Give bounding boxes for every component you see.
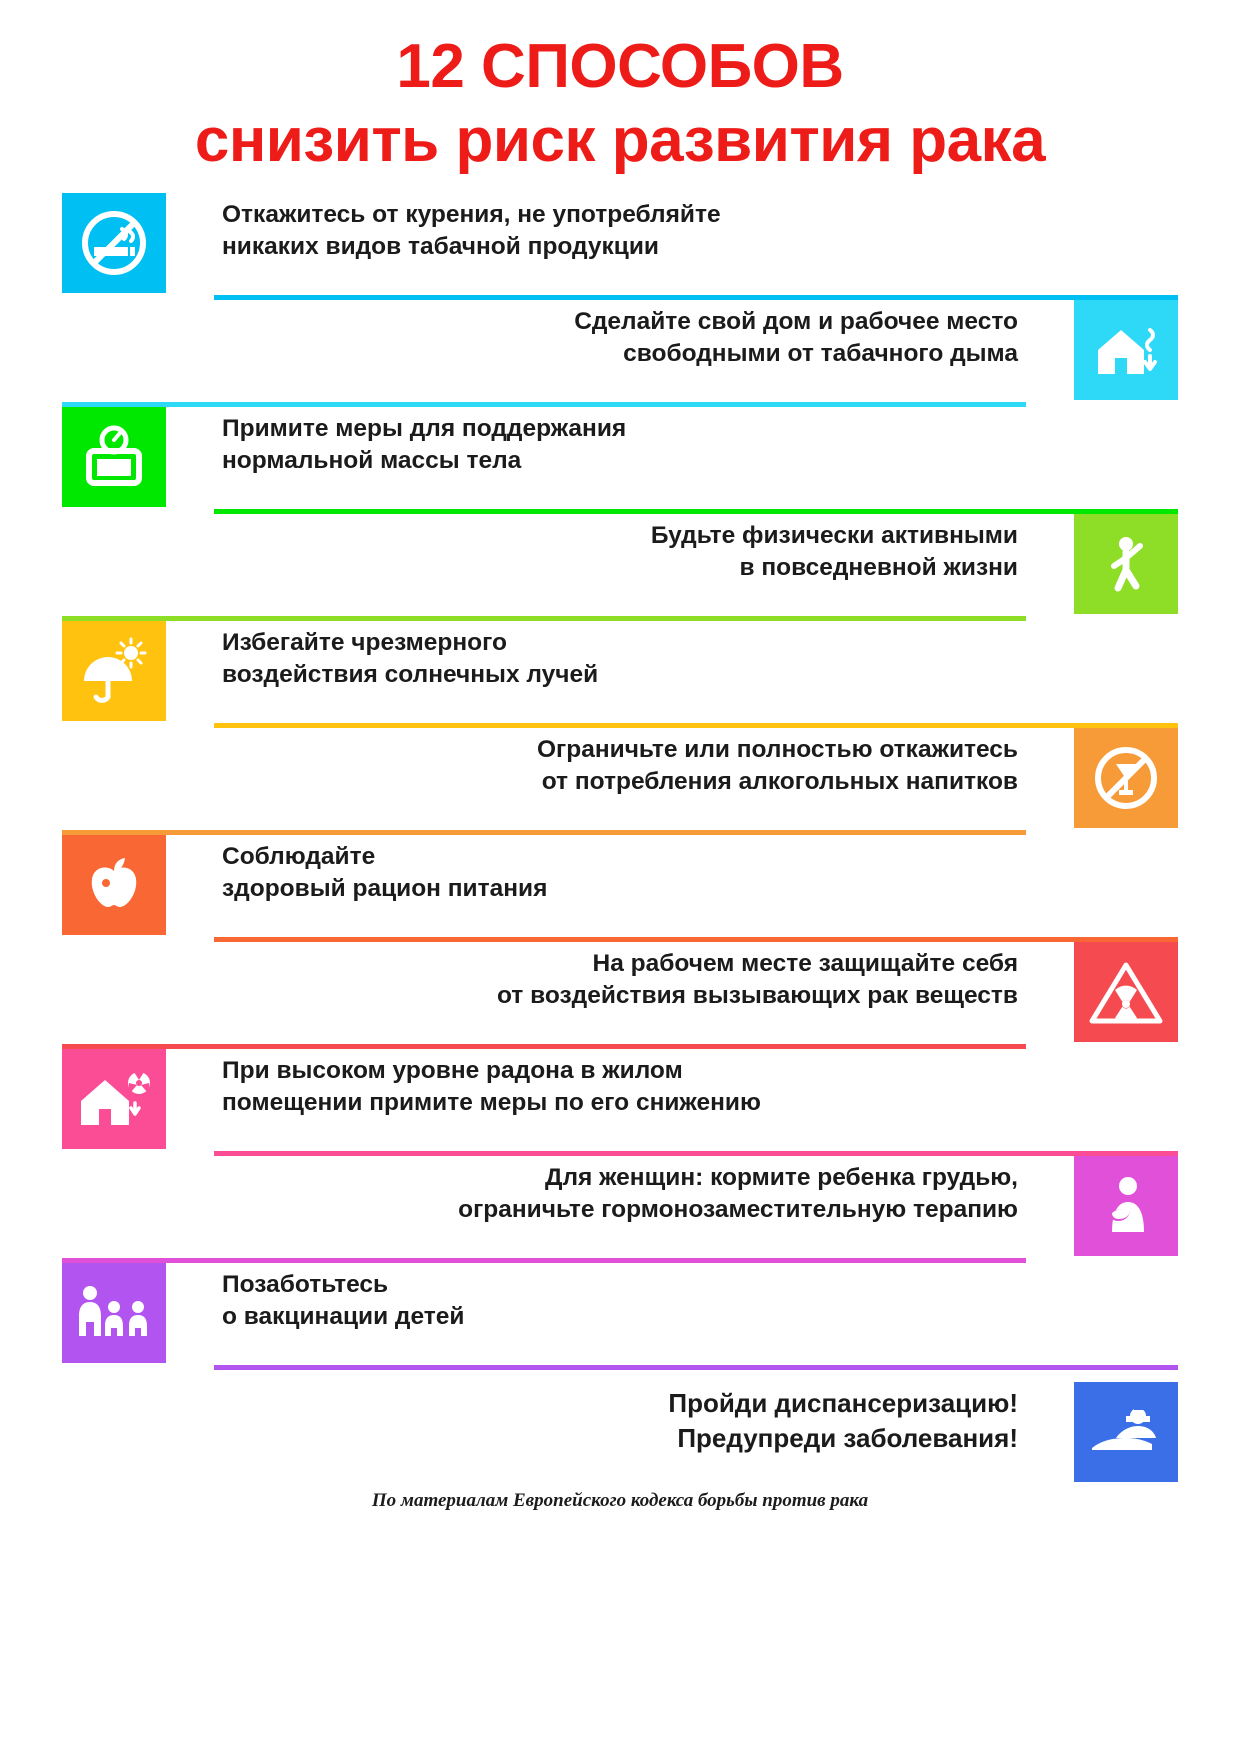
footer-callout [62,1376,1178,1486]
text-line-2: помещении примите меры по его снижению [222,1089,761,1117]
family-vaccination-icon [62,1263,166,1363]
text-line-1: Сделайте свой дом и рабочее место [574,308,1018,336]
title-line-1: 12 СПОСОБОВ [396,32,844,101]
text-line-1: На рабочем месте защищайте себя [592,950,1018,978]
list-item [62,514,1178,621]
text-line-2: от воздействия вызывающих рак веществ [496,982,1018,1010]
list-item [62,728,1178,835]
list-item-text [172,734,1018,799]
text-line-1: Избегайте чрезмерного [222,629,507,657]
source-note: По материалам Европейского кодекса борьбы против рака [371,1490,869,1512]
list-item-text [222,199,1068,264]
list-item [62,942,1178,1049]
sun-umbrella-icon [62,621,166,721]
physical-activity-icon [1074,514,1178,614]
list-item-text [222,413,1068,478]
text-line-2: в повседневной жизни [739,554,1018,582]
list-item [62,407,1178,514]
radiation-warning-icon [1074,942,1178,1042]
list-item [62,621,1178,728]
text-line-1: Соблюдайте [222,843,376,871]
footer-line-1: Пройди диспансеризацию! [668,1388,1018,1419]
weight-scale-icon [62,407,166,507]
list-item [62,193,1178,300]
no-smoking-icon [62,193,166,293]
text-line-2: свободными от табачного дыма [623,340,1018,368]
page-title [62,0,1178,175]
text-line-2: воздействия солнечных лучей [222,661,599,689]
list-item-text [172,948,1018,1013]
text-line-1: При высоком уровне радона в жилом [222,1057,683,1085]
medical-checkup-icon [1074,1382,1178,1482]
text-line-2: никаких видов табачной продукции [222,233,659,261]
title-line-2: снизить риск развития рака [194,105,1046,175]
radon-home-icon [62,1049,166,1149]
footer-text [172,1386,1018,1456]
list-item-text [222,1269,1068,1334]
footer-line-2: Предупреди заболевания! [677,1423,1018,1454]
list-item [62,1156,1178,1263]
no-alcohol-icon [1074,728,1178,828]
list-item-text [222,627,1068,692]
list-item-text [172,306,1018,371]
breastfeeding-icon [1074,1156,1178,1256]
text-line-1: Будьте физически активными [650,522,1018,550]
list-item [62,300,1178,407]
list-item-text [172,520,1018,585]
divider [214,1365,1178,1370]
text-line-1: Позаботьтесь [222,1271,389,1299]
list-item [62,1049,1178,1156]
list-item-text [172,1162,1018,1227]
apple-icon [62,835,166,935]
text-line-2: от потребления алкогольных напитков [541,768,1018,796]
text-line-2: ограничьте гормонозаместительную терапию [458,1196,1018,1224]
list-item-text [222,1055,1068,1120]
list-item [62,835,1178,942]
list-item [62,1263,1178,1370]
text-line-2: здоровый рацион питания [222,875,548,903]
text-line-1: Для женщин: кормите ребенка грудью, [545,1164,1018,1192]
advice-list [62,193,1178,1370]
list-item-text [222,841,1068,906]
text-line-2: о вакцинации детей [222,1303,465,1331]
text-line-1: Ограничьте или полностью откажитесь [536,736,1018,764]
text-line-2: нормальной массы тела [222,447,522,475]
smoke-free-home-icon [1074,300,1178,400]
text-line-1: Откажитесь от курения, не употребляйте [222,201,721,229]
text-line-1: Примите меры для поддержания [222,415,627,443]
